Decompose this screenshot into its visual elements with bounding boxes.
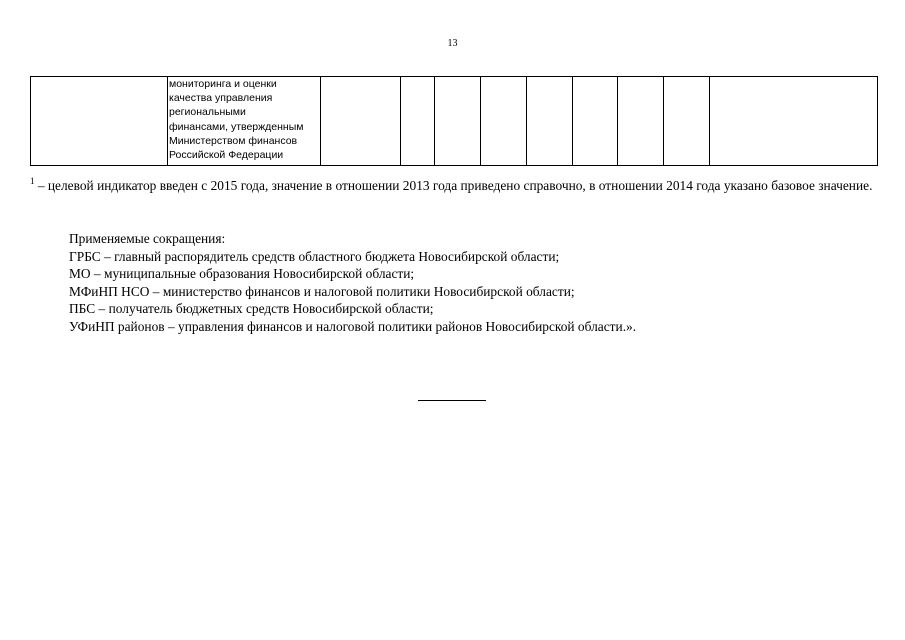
table-cell — [573, 77, 618, 166]
cell-line: финансами, утвержденным — [169, 120, 304, 133]
footnote-text: – целевой индикатор введен с 2015 года, значение в отношении 2013 года приведено справочно, в отношении 2014 года указано базовое значение. — [34, 178, 873, 193]
table-cell — [618, 77, 664, 166]
page-number: 13 — [447, 38, 458, 49]
abbreviations-heading: Применяемые сокращения: — [69, 231, 226, 246]
abbreviations-block — [69, 230, 869, 336]
footnote — [30, 177, 880, 196]
table-cell — [527, 77, 573, 166]
table-cell-description — [168, 77, 321, 166]
table-cell — [321, 77, 401, 166]
cell-line: Российской Федерации — [169, 149, 284, 162]
table-cell — [664, 77, 710, 166]
cell-line: региональными — [169, 106, 246, 119]
table-cell — [31, 77, 168, 166]
table-row — [31, 77, 878, 166]
footnote-marker: 1 — [30, 176, 35, 186]
abbreviation-item: ГРБС – главный распорядитель средств областного бюджета Новосибирской области; — [69, 248, 560, 264]
table-cell — [401, 77, 435, 166]
table-cell — [710, 77, 878, 166]
indicator-table — [30, 76, 878, 166]
abbreviation-item: УФиНП районов – управления финансов и налоговой политики районов Новосибирской области.». — [69, 318, 637, 334]
table-cell — [435, 77, 481, 166]
abbreviation-item: ПБС – получатель бюджетных средств Новосибирской области; — [69, 301, 434, 317]
abbreviation-item: МО – муниципальные образования Новосибирской области; — [69, 266, 415, 282]
cell-line: мониторинга и оценки — [169, 78, 277, 90]
table-cell — [481, 77, 527, 166]
end-divider — [418, 400, 486, 401]
abbreviation-item: МФиНП НСО – министерство финансов и налоговой политики Новосибирской области; — [69, 283, 575, 299]
cell-line: качества управления — [169, 92, 273, 105]
cell-line: Министерством финансов — [169, 134, 298, 147]
